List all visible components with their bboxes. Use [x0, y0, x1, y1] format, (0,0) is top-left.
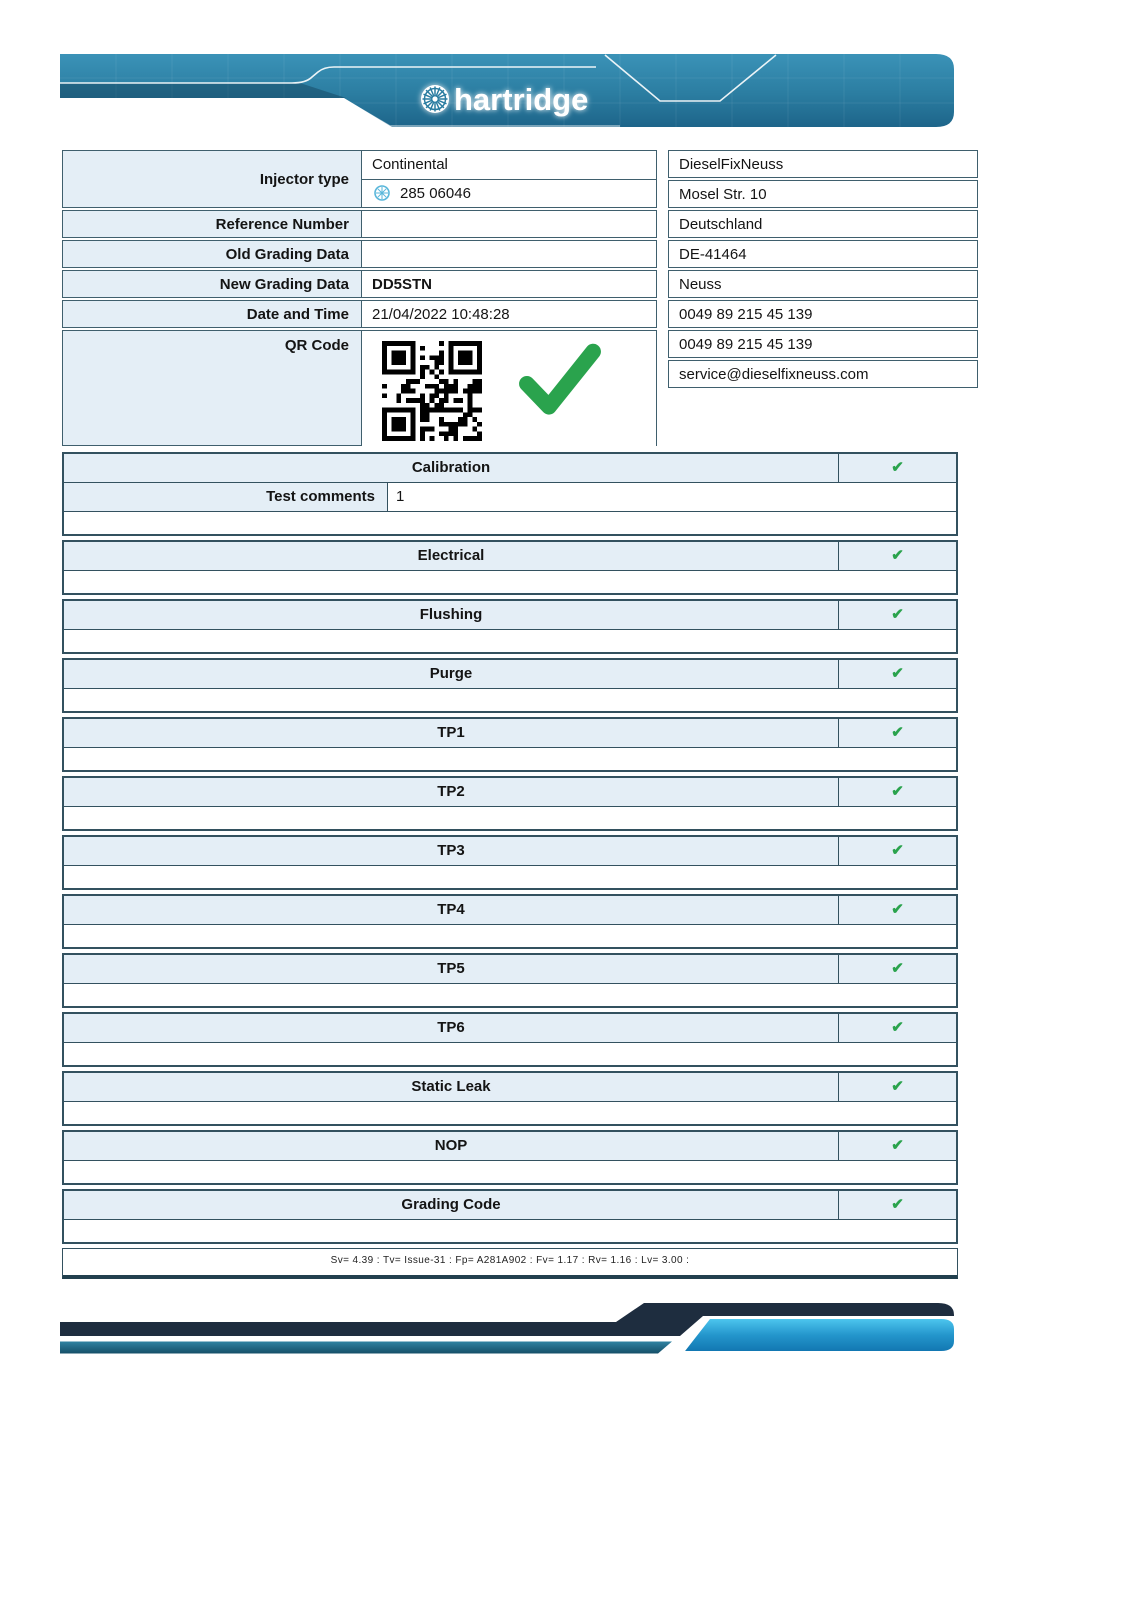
section-title: Flushing	[419, 606, 483, 623]
check-icon: ✔	[891, 606, 904, 623]
section-title: TP6	[437, 1019, 465, 1036]
new-grading-value: DD5STN	[362, 271, 656, 297]
reference-number-value	[362, 211, 656, 237]
section-tp5	[62, 953, 958, 1008]
workshop-street: Mosel Str. 10	[668, 180, 978, 208]
status-cell	[838, 896, 956, 924]
section-purge	[62, 658, 958, 713]
section-spacer	[64, 629, 956, 652]
status-cell	[838, 1132, 956, 1160]
section-tp1	[62, 717, 958, 772]
new-grading-label: New Grading Data	[63, 271, 362, 297]
wheel-icon	[374, 185, 390, 201]
section-spacer	[64, 1042, 956, 1065]
status-cell	[838, 1191, 956, 1219]
test-comments-value: 1	[396, 488, 405, 505]
section-title: Purge	[429, 665, 473, 682]
status-cell	[838, 601, 956, 629]
old-grading-value	[362, 241, 656, 267]
datetime-value: 21/04/2022 10:48:28	[362, 301, 656, 327]
workshop-country: Deutschland	[668, 210, 978, 238]
status-cell	[838, 778, 956, 806]
section-spacer	[64, 983, 956, 1006]
footer-banner	[60, 1300, 955, 1358]
section-title: NOP	[434, 1137, 468, 1154]
test-comments-label: Test comments	[64, 483, 388, 511]
check-icon: ✔	[891, 1019, 904, 1036]
qr-code	[382, 341, 482, 441]
status-cell	[838, 1014, 956, 1042]
injector-type-label: Injector type	[63, 151, 362, 207]
workshop-email: service@dieselfixneuss.com	[668, 360, 978, 388]
section-title: Grading Code	[401, 1196, 501, 1213]
reference-number-row	[62, 210, 657, 238]
section-spacer	[64, 688, 956, 711]
big-check-icon	[514, 337, 606, 425]
footer-bright-bar	[685, 1319, 954, 1351]
workshop-name: DieselFixNeuss	[668, 150, 978, 178]
test-results	[62, 452, 958, 1279]
test-comments-row	[64, 482, 956, 511]
check-icon: ✔	[891, 459, 904, 476]
wheel-icon	[421, 85, 449, 113]
check-icon: ✔	[891, 1196, 904, 1213]
version-info-line: Sv= 4.39 : Tv= Issue-31 : Fp= A281A902 : Fv= 1.17 : Rv= 1.16 : Lv= 3.00 :	[62, 1248, 958, 1279]
workshop-phone-1: 0049 89 215 45 139	[668, 300, 978, 328]
check-icon: ✔	[891, 960, 904, 977]
injector-number-text: 285 06046	[400, 184, 471, 202]
footer-teal-bar	[60, 1342, 672, 1354]
section-spacer	[64, 924, 956, 947]
section-title: Calibration	[411, 459, 491, 476]
section-flushing	[62, 599, 958, 654]
status-cell	[838, 454, 956, 482]
section-spacer	[64, 511, 956, 534]
reference-number-label: Reference Number	[63, 211, 362, 237]
check-icon: ✔	[891, 1137, 904, 1154]
section-electrical	[62, 540, 958, 595]
section-tp2	[62, 776, 958, 831]
section-title: TP3	[437, 842, 465, 859]
injector-info-table	[62, 150, 657, 448]
section-spacer	[64, 1101, 956, 1124]
qr-code-row	[62, 330, 657, 446]
section-tp3	[62, 835, 958, 890]
check-icon: ✔	[891, 724, 904, 741]
check-icon: ✔	[891, 783, 904, 800]
check-icon: ✔	[891, 842, 904, 859]
section-spacer	[64, 806, 956, 829]
section-spacer	[64, 747, 956, 770]
header-banner	[60, 53, 955, 128]
section-title: Static Leak	[411, 1078, 491, 1095]
section-tp4	[62, 894, 958, 949]
qr-code-label: QR Code	[63, 331, 362, 445]
brand-name: hartridge	[454, 82, 589, 117]
section-spacer	[64, 570, 956, 593]
section-title: Electrical	[417, 547, 485, 564]
workshop-address-table	[668, 150, 978, 390]
status-cell	[838, 955, 956, 983]
workshop-phone-2: 0049 89 215 45 139	[668, 330, 978, 358]
old-grading-label: Old Grading Data	[63, 241, 362, 267]
status-cell	[838, 1073, 956, 1101]
section-calibration	[62, 452, 958, 536]
section-static-leak	[62, 1071, 958, 1126]
new-grading-row	[62, 270, 657, 298]
section-title: TP1	[437, 724, 465, 741]
status-cell	[838, 719, 956, 747]
qr-code-cell	[362, 331, 656, 457]
status-cell	[838, 660, 956, 688]
section-spacer	[64, 865, 956, 888]
datetime-row	[62, 300, 657, 328]
check-icon: ✔	[891, 547, 904, 564]
section-title: TP5	[437, 960, 465, 977]
old-grading-row	[62, 240, 657, 268]
section-tp6	[62, 1012, 958, 1067]
section-spacer	[64, 1160, 956, 1183]
injector-number-value	[362, 180, 656, 208]
check-icon: ✔	[891, 901, 904, 918]
section-spacer	[64, 1219, 956, 1242]
check-icon: ✔	[891, 1078, 904, 1095]
section-grading-code	[62, 1189, 958, 1244]
workshop-postcode: DE-41464	[668, 240, 978, 268]
injector-make-value: Continental	[362, 151, 656, 180]
check-icon: ✔	[891, 665, 904, 682]
injector-type-row	[62, 150, 657, 208]
info-section	[62, 150, 978, 448]
workshop-city: Neuss	[668, 270, 978, 298]
footer-white-line	[60, 1338, 676, 1340]
section-nop	[62, 1130, 958, 1185]
banner-dark-strip	[60, 83, 346, 98]
section-title: TP2	[437, 783, 465, 800]
status-cell	[838, 837, 956, 865]
status-cell	[838, 542, 956, 570]
datetime-label: Date and Time	[63, 301, 362, 327]
section-title: TP4	[437, 901, 465, 918]
